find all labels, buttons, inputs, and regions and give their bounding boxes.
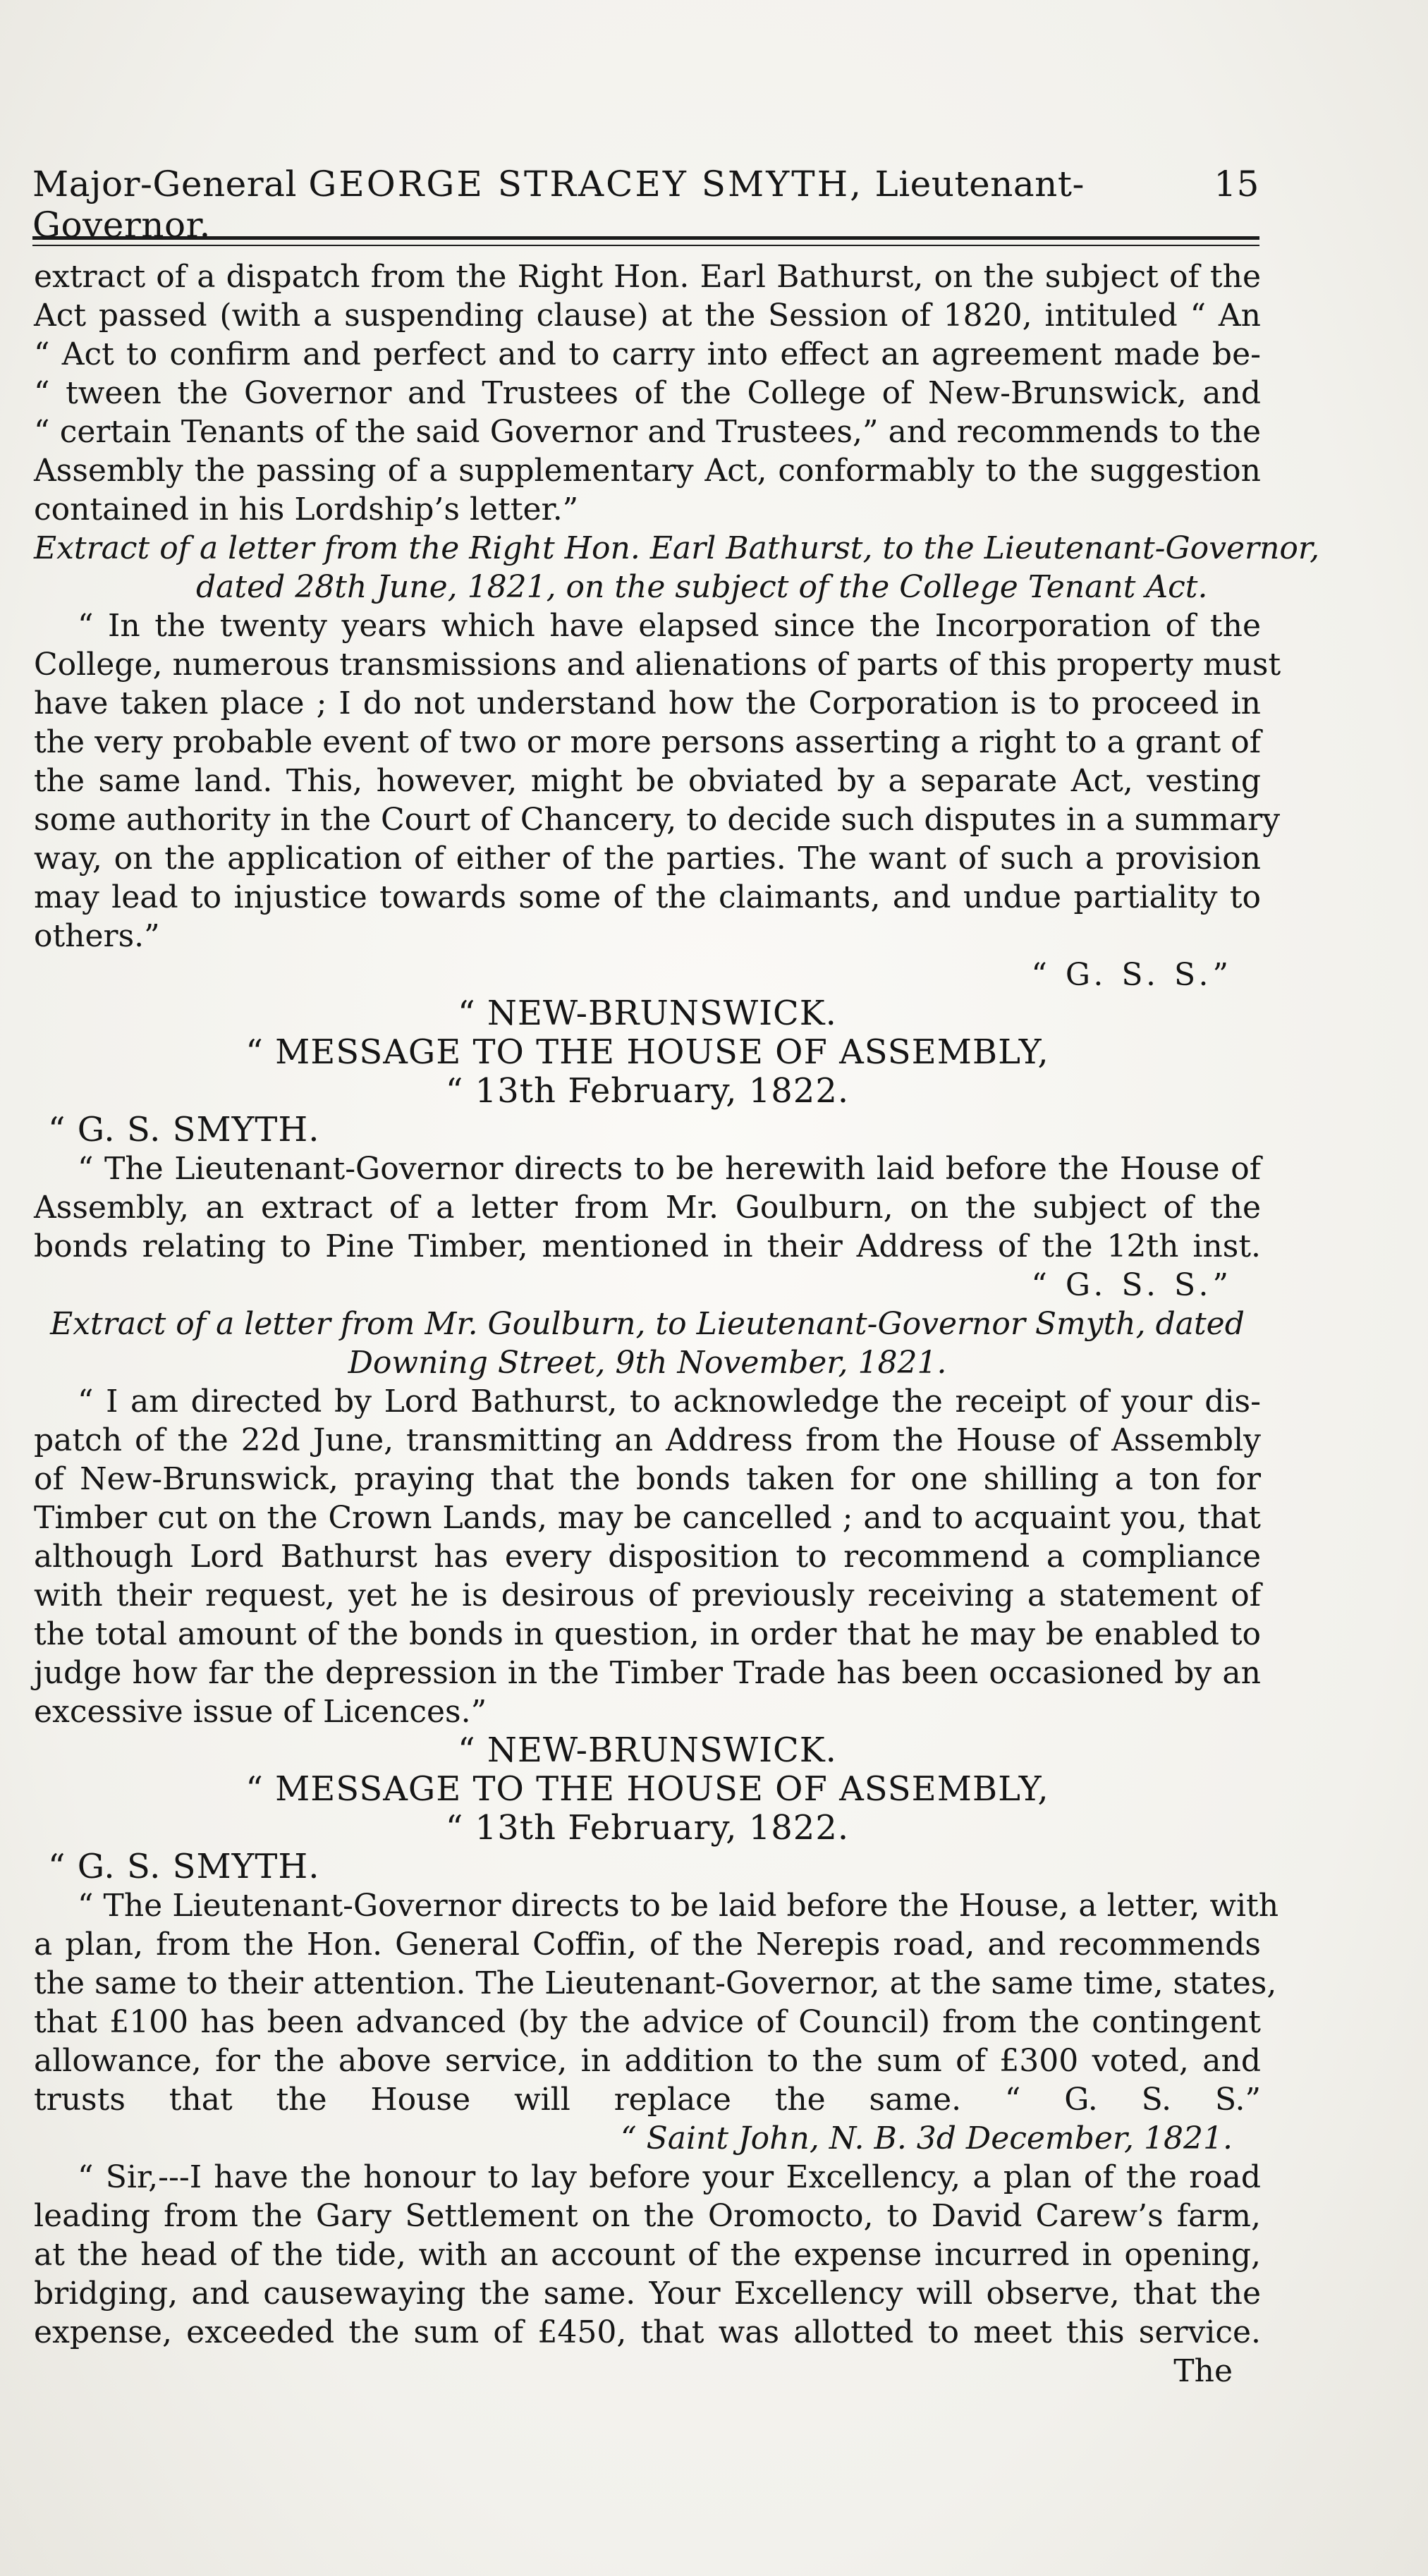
page-number: 15 [1214,164,1259,205]
running-header [32,164,1259,245]
text-line: some authority in the Court of Chancery, to decide such disputes in a summary [34,802,1281,838]
text-line: allowance, for the above service, in addition to the sum of £300 voted, and [34,2043,1261,2079]
text-line: “ 13th February, 1822. [445,1071,850,1111]
text-line: Assembly the passing of a supplementary Act, conformably to the suggestion [34,453,1261,489]
header-rank: Major-General [32,164,297,205]
text-line: Downing Street, 9th November, 1821. [348,1345,947,1381]
text-line: with their request, yet he is desirous of previously receiving a statement of [34,1577,1261,1613]
text-line: extract of a dispatch from the Right Hon. Earl Bathurst, on the subject of the [34,259,1261,295]
text-line: bonds relating to Pine Timber, mentioned in their Address of the 12th inst. [34,1228,1261,1264]
text-line: leading from the Gary Settlement on the Oromocto, to David Carew’s farm, [34,2198,1261,2234]
text-line: although Lord Bathurst has every disposition to recommend a compliance [34,1539,1261,1575]
text-line: “ G. S. S.” [1031,957,1233,993]
text-line: “ certain Tenants of the said Governor and Trustees,” and recommends to the [34,414,1261,450]
text-line: others.” [34,918,160,954]
text-line: Timber cut on the Crown Lands, may be cancelled ; and to acquaint you, that [34,1500,1261,1536]
text-line: “ Act to confirm and perfect and to carry into effect an agreement made be- [34,336,1261,372]
text-line: Assembly, an extract of a letter from Mr. Goulburn, on the subject of the [34,1190,1261,1226]
text-line: “ Sir,---I have the honour to lay before your Excellency, a plan of the road [78,2159,1261,2195]
text-line: judge how far the depression in the Timber Trade has been occasioned by an [34,1655,1261,1691]
header-rule [32,236,1259,246]
text-line: trusts that the House will replace the same. “ G. S. S.” [34,2082,1261,2118]
text-line: of New-Brunswick, praying that the bonds taken for one shilling a ton for [34,1461,1261,1497]
text-line: “ NEW-BRUNSWICK. [458,1730,837,1770]
text-line: way, on the application of either of the parties. The want of such a provision [34,841,1261,877]
text-line: the same land. This, however, might be obviated by a separate Act, vesting [34,763,1261,799]
text-line: “ The Lieutenant-Governor directs to be laid before the House, a letter, with [78,1888,1279,1924]
text-line: College, numerous transmissions and alienations of parts of this property must [34,647,1281,683]
text-line: “ MESSAGE TO THE HOUSE OF ASSEMBLY, [245,1032,1049,1072]
text-line: expense, exceeded the sum of £450, that was allotted to meet this service. [34,2314,1261,2350]
text-line: “ G. S. S.” [1031,1267,1233,1303]
text-line: Act passed (with a suspending clause) at the Session of 1820, intituled “ An [34,298,1261,334]
text-line: bridging, and causewaying the same. Your Excellency will observe, that the [34,2276,1261,2312]
text-line: The [1173,2353,1233,2389]
text-line: “ MESSAGE TO THE HOUSE OF ASSEMBLY, [245,1769,1049,1809]
text-line: Extract of a letter from the Right Hon. Earl Bathurst, to the Lieutenant-Governor, [34,530,1320,566]
text-line: “ The Lieutenant-Governor directs to be herewith laid before the House of [78,1151,1261,1187]
text-line: patch of the 22d June, transmitting an Address from the House of Assembly [34,1422,1261,1458]
header-name: GEORGE STRACEY SMYTH, [308,164,864,205]
text-line: at the head of the tide, with an account of the expense incurred in opening, [34,2237,1261,2273]
text-line: the very probable event of two or more persons asserting a right to a grant of [34,724,1261,760]
text-line: a plan, from the Hon. General Coffin, of the Nerepis road, and recommends [34,1927,1261,1962]
text-line: have taken place ; I do not understand how the Corporation is to proceed in [34,685,1261,721]
text-line: “ In the twenty years which have elapsed since the Incorporation of the [78,608,1261,644]
text-line: excessive issue of Licences.” [34,1694,487,1730]
text-line: dated 28th June, 1821, on the subject of the College Tenant Act. [196,569,1208,605]
text-line: the same to their attention. The Lieutenant-Governor, at the same time, states, [34,1965,1277,2001]
text-line: may lead to injustice towards some of the claimants, and undue partiality to [34,879,1261,915]
text-line: “ G. S. SMYTH. [48,1110,320,1149]
text-line: “ G. S. SMYTH. [48,1847,320,1886]
page-body [34,257,1320,2391]
header-title: Lieutenant-Governor. [32,164,1085,245]
text-line: “ Saint John, N. B. 3d December, 1821. [621,2120,1233,2156]
text-line: that £100 has been advanced (by the advice of Council) from the contingent [34,2004,1261,2040]
text-line: “ 13th February, 1822. [445,1808,850,1848]
text-line: “ NEW-BRUNSWICK. [458,994,837,1033]
text-line: contained in his Lordship’s letter.” [34,492,579,527]
text-line: “ tween the Governor and Trustees of the College of New-Brunswick, and [34,375,1261,411]
text-line: the total amount of the bonds in question, in order that he may be enabled to [34,1616,1261,1652]
text-line: “ I am directed by Lord Bathurst, to acknowledge the receipt of your dis- [78,1384,1261,1420]
text-line: Extract of a letter from Mr. Goulburn, to Lieutenant-Governor Smyth, dated [50,1306,1245,1342]
